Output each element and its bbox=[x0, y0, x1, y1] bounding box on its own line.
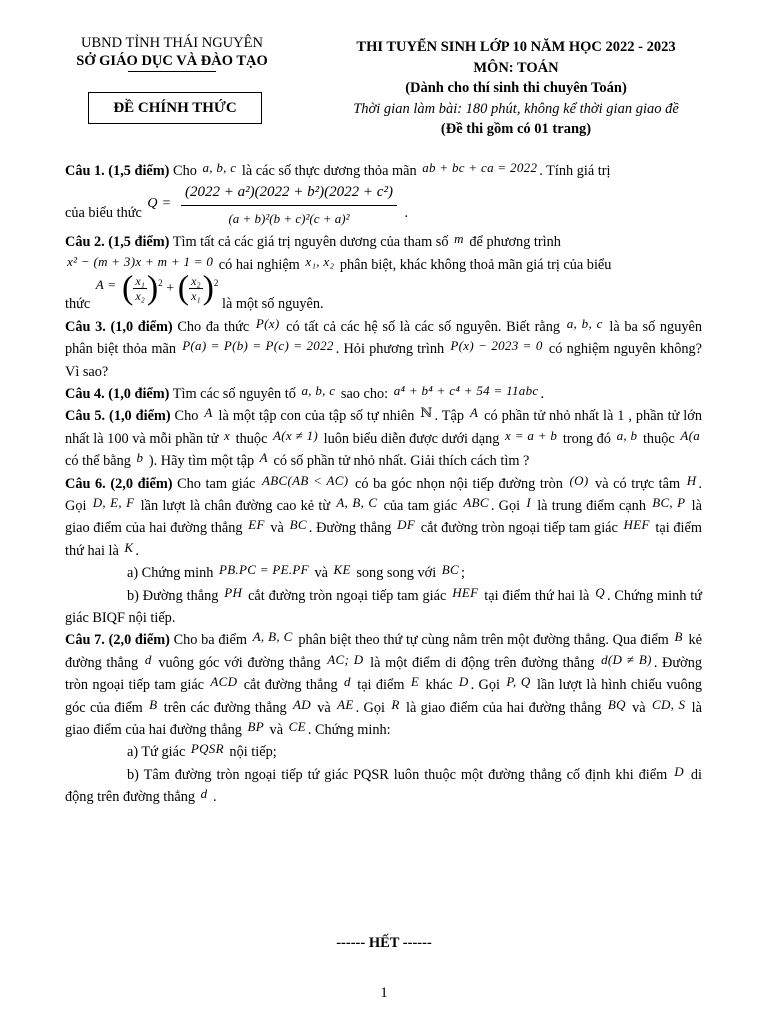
question-7a bbox=[65, 741, 702, 763]
math-lhs: Q = bbox=[147, 196, 172, 212]
exam-subject: MÔN: TOÁN bbox=[473, 59, 559, 76]
math: D, E, F bbox=[92, 494, 135, 510]
exam-title: THI TUYỂN SINH LỚP 10 NĂM HỌC 2022 - 2023 bbox=[356, 39, 676, 55]
text: Cho tam giác bbox=[172, 475, 260, 492]
text: di động trên đường thẳng bbox=[65, 766, 702, 806]
math: Q bbox=[595, 584, 605, 600]
math: EF bbox=[248, 517, 265, 533]
math: PQSR bbox=[190, 741, 224, 757]
math: x = a + b bbox=[505, 427, 558, 443]
text: song song với bbox=[352, 565, 440, 582]
question-label: Câu 7. (2,0 điểm) bbox=[65, 632, 170, 649]
text: và bbox=[627, 699, 650, 716]
official-label: ĐỀ CHÍNH THỨC bbox=[113, 99, 237, 116]
math: b bbox=[136, 450, 144, 466]
math: KE bbox=[333, 562, 351, 578]
issuer-dept: SỞ GIÁO DỤC VÀ ĐÀO TẠO bbox=[76, 53, 268, 69]
question-1-formula-line bbox=[65, 180, 702, 231]
text: . Đường thẳng bbox=[308, 520, 396, 537]
math: ACD bbox=[210, 674, 238, 690]
math: A, B, C bbox=[252, 629, 293, 645]
text: Cho bbox=[169, 163, 201, 179]
exam-audience: (Dành cho thí sinh thi chuyên Toán) bbox=[405, 80, 627, 96]
question-2-formula-line bbox=[65, 269, 702, 312]
text: . Đường tròn ngoại tiếp tam giác bbox=[65, 654, 702, 694]
paren-close: ) bbox=[146, 269, 159, 307]
text: có số phần tử nhỏ nhất. Giải thích cách tìm ? bbox=[269, 453, 530, 470]
exam-pages: (Đề thi gồm có 01 trang) bbox=[440, 121, 592, 137]
text: là trung điểm cạnh bbox=[532, 497, 651, 514]
text: trên các đường thẳng bbox=[159, 699, 291, 716]
math: A(x ≠ 1) bbox=[273, 427, 319, 443]
issuer-block bbox=[48, 34, 296, 72]
text: . bbox=[135, 542, 139, 559]
math: D bbox=[458, 674, 469, 690]
text: . Gọi bbox=[490, 497, 525, 514]
text: thuộc bbox=[639, 430, 679, 447]
math: d bbox=[344, 674, 351, 690]
text: luôn biểu diễn được dưới dạng bbox=[320, 430, 504, 447]
question-7b bbox=[65, 764, 702, 809]
text: Tìm tất cả các giá trị nguyên dương của tham số bbox=[169, 234, 453, 251]
paren-open: ( bbox=[122, 269, 134, 307]
math: A bbox=[469, 405, 479, 421]
exam-info-block bbox=[306, 37, 726, 140]
end-marker: ------ HẾT ------ bbox=[336, 935, 432, 951]
text: và bbox=[312, 699, 336, 716]
math: CD, S bbox=[651, 696, 686, 712]
questions bbox=[65, 160, 702, 809]
question-7 bbox=[65, 629, 702, 741]
page-number: 1 bbox=[380, 985, 388, 1001]
math: ABC bbox=[463, 494, 489, 510]
math: AC; D bbox=[327, 651, 364, 667]
math: P(x) bbox=[255, 315, 280, 331]
math: a, b bbox=[616, 427, 638, 443]
text: b) Đường thẳng bbox=[127, 587, 223, 604]
text: ). Hãy tìm một tập bbox=[145, 453, 258, 470]
text: thuộc bbox=[232, 430, 272, 447]
text: Tìm các số nguyên tố bbox=[169, 385, 300, 402]
math: BC bbox=[289, 517, 307, 533]
text: vuông góc với đường thẳng bbox=[153, 654, 326, 671]
exponent: 2 bbox=[158, 278, 163, 289]
paren-close: ) bbox=[202, 269, 214, 307]
text: có ba góc nhọn nội tiếp đường tròn bbox=[350, 475, 568, 492]
text: là một số nguyên. bbox=[221, 295, 324, 312]
math: d(D ≠ B) bbox=[601, 651, 652, 667]
text: và bbox=[265, 722, 287, 739]
text: là các số thực dương thỏa mãn bbox=[238, 163, 421, 179]
text: lần lượt là chân đường cao kẻ từ bbox=[136, 497, 335, 514]
math: d bbox=[200, 786, 208, 802]
math: B bbox=[674, 629, 683, 645]
text: b) Tâm đường tròn ngoại tiếp tứ giác PQSR luôn thuộc một đường thẳng cố định khi điểm bbox=[127, 766, 673, 783]
math: ab + bc + ca = 2022 bbox=[422, 160, 538, 175]
official-stamp-box bbox=[88, 92, 262, 124]
text: có hai nghiệm bbox=[215, 256, 304, 273]
math: DF bbox=[397, 517, 416, 533]
question-6 bbox=[65, 473, 702, 563]
text: trong đó bbox=[559, 430, 615, 447]
question-4 bbox=[65, 383, 702, 405]
math: I bbox=[526, 494, 531, 510]
text: . bbox=[404, 205, 409, 222]
math: K bbox=[124, 539, 134, 555]
question-label: Câu 4. (1,0 điểm) bbox=[65, 385, 170, 402]
math: BP bbox=[247, 719, 264, 735]
text: cắt đường tròn ngoại tiếp tam giác bbox=[244, 587, 451, 604]
text: kẻ đường thẳng bbox=[65, 632, 702, 671]
math: AE bbox=[337, 696, 354, 712]
text: . bbox=[209, 789, 217, 806]
math: A bbox=[204, 405, 213, 421]
math: d bbox=[144, 651, 152, 667]
math: A bbox=[259, 450, 268, 466]
denominator: x₂ bbox=[135, 289, 145, 304]
math: m bbox=[454, 231, 464, 247]
text: phân biệt theo thứ tự cùng nằm trên một đường thẳng. Qua điểm bbox=[294, 632, 673, 649]
math: x₁, x₂ bbox=[305, 253, 335, 269]
math: x bbox=[223, 427, 231, 443]
text: của biểu thức bbox=[65, 205, 146, 222]
math: a, b, c bbox=[301, 382, 336, 398]
text: tại điểm thứ hai là bbox=[65, 520, 702, 559]
question-3 bbox=[65, 316, 702, 383]
numerator: x₂ bbox=[191, 274, 201, 289]
text: a) Tứ giác bbox=[127, 744, 189, 761]
denominator: x₁ bbox=[191, 289, 201, 304]
question-1 bbox=[65, 160, 702, 182]
fraction-x2-x1 bbox=[189, 274, 203, 303]
math: CE bbox=[288, 719, 306, 735]
math: A(a bbox=[680, 427, 700, 443]
math: E bbox=[410, 674, 420, 690]
math: ABC(AB < AC) bbox=[262, 472, 349, 488]
math: BC bbox=[441, 562, 459, 578]
text: là ba số nguyên phân biệt thỏa mãn bbox=[65, 318, 702, 358]
question-label: Câu 2. (1,5 điểm) bbox=[65, 234, 170, 251]
text: là một tập con của tập số tự nhiên bbox=[214, 408, 419, 425]
q-fraction bbox=[181, 180, 397, 231]
text: . Gọi bbox=[355, 699, 390, 716]
math: PB.PC = PE.PF bbox=[218, 562, 309, 578]
math: HEF bbox=[623, 517, 650, 533]
math: a, b, c bbox=[566, 315, 603, 331]
text: . Gọi bbox=[65, 475, 702, 514]
math: B bbox=[149, 696, 158, 712]
text: a) Chứng minh bbox=[127, 565, 217, 582]
text: . Chứng minh: bbox=[307, 722, 391, 739]
text: . Tập bbox=[434, 408, 468, 425]
math: BQ bbox=[607, 696, 626, 712]
math: (O) bbox=[569, 472, 589, 488]
text: tại điểm bbox=[352, 677, 409, 694]
question-5 bbox=[65, 405, 702, 472]
text: và có trực tâm bbox=[590, 475, 685, 492]
a-expression bbox=[94, 270, 219, 305]
text: là giao điểm của hai đường thẳng bbox=[401, 699, 606, 716]
question-label: Câu 3. (1,0 điểm) bbox=[65, 318, 173, 335]
text: lần lượt là hình chiếu vuông góc của điểm bbox=[65, 677, 703, 716]
math: A, B, C bbox=[336, 494, 378, 510]
text: sao cho: bbox=[337, 385, 392, 402]
math: R bbox=[391, 696, 400, 712]
text: có phần tử nhỏ nhất là 1 , phần tử lớn nhất là 100 và mỗi phần tử bbox=[65, 408, 702, 447]
text: cắt đường tròn ngoại tiếp tam giác bbox=[417, 520, 622, 537]
exam-time: Thời gian làm bài: 180 phút, không kể thời gian giao đề bbox=[353, 100, 679, 117]
question-6b bbox=[65, 585, 702, 630]
issuer-underline bbox=[128, 71, 216, 72]
text: và bbox=[266, 520, 288, 537]
text: Cho đa thức bbox=[172, 318, 254, 335]
text: Cho ba điểm bbox=[169, 632, 251, 649]
math-lhs: A = bbox=[95, 276, 117, 292]
text: để phương trình bbox=[465, 234, 561, 251]
text: tại điểm thứ hai là bbox=[480, 587, 594, 604]
text: là giao điểm của hai đường thẳng bbox=[65, 497, 702, 537]
text: có thể bằng bbox=[65, 453, 135, 470]
math: x² − (m + 3)x + m + 1 = 0 bbox=[67, 253, 214, 269]
text: ; bbox=[460, 565, 465, 582]
exponent: 2 bbox=[213, 278, 219, 289]
text: . Chứng minh tứ giác BIQF nội tiếp. bbox=[65, 587, 703, 626]
q-numerator: (2022 + a²)(2022 + b²)(2022 + c²) bbox=[184, 184, 393, 201]
q-denominator: (a + b)²(b + c)²(c + a)² bbox=[181, 205, 397, 231]
text: có tất cả các hệ số là các số nguyên. Biết rằng bbox=[281, 318, 565, 335]
question-6a bbox=[65, 562, 702, 584]
math: BC, P bbox=[652, 494, 686, 510]
fraction-x1-x2 bbox=[133, 274, 147, 303]
math: P(x) − 2023 = 0 bbox=[450, 338, 543, 354]
math: HEF bbox=[452, 584, 479, 600]
question-label: Câu 1. (1,5 điểm) bbox=[65, 163, 170, 179]
text: . bbox=[540, 385, 545, 402]
question-label: Câu 6. (2,0 điểm) bbox=[65, 475, 173, 492]
math: a, b, c bbox=[202, 160, 237, 175]
math: ℕ bbox=[420, 405, 433, 421]
math: AD bbox=[292, 696, 311, 712]
text: là một điểm di động trên đường thẳng bbox=[365, 654, 600, 671]
text: có nghiệm nguyên không? Vì sao? bbox=[65, 341, 702, 380]
text: phân biệt, khác không thoả mãn giá trị của biểu bbox=[336, 256, 612, 273]
text: . Tính giá trị bbox=[539, 163, 611, 179]
math: P, Q bbox=[506, 674, 531, 690]
math: P(a) = P(b) = P(c) = 2022 bbox=[182, 338, 334, 354]
issuer-org: UBND TỈNH THÁI NGUYÊN bbox=[81, 35, 263, 51]
math: H bbox=[686, 472, 697, 488]
plus-sign: + bbox=[166, 280, 175, 296]
text: thức bbox=[65, 295, 94, 312]
text: là giao điểm của hai đường thẳng bbox=[65, 699, 703, 739]
text: nội tiếp; bbox=[225, 744, 277, 761]
text: Cho bbox=[170, 408, 203, 425]
text: cắt đường thẳng bbox=[239, 677, 343, 694]
numerator: x₁ bbox=[135, 274, 145, 289]
question-label: Câu 5. (1,0 điểm) bbox=[65, 408, 171, 425]
text: và bbox=[310, 565, 332, 582]
math: D bbox=[674, 763, 684, 779]
text: khác bbox=[421, 677, 457, 694]
text: của tam giác bbox=[379, 497, 462, 514]
paren-open: ( bbox=[177, 269, 190, 307]
math: a⁴ + b⁴ + c⁴ + 54 = 11abc bbox=[393, 382, 539, 398]
text: . Hỏi phương trình bbox=[335, 341, 449, 358]
text: . Gọi bbox=[470, 677, 505, 694]
math: PH bbox=[224, 584, 243, 600]
